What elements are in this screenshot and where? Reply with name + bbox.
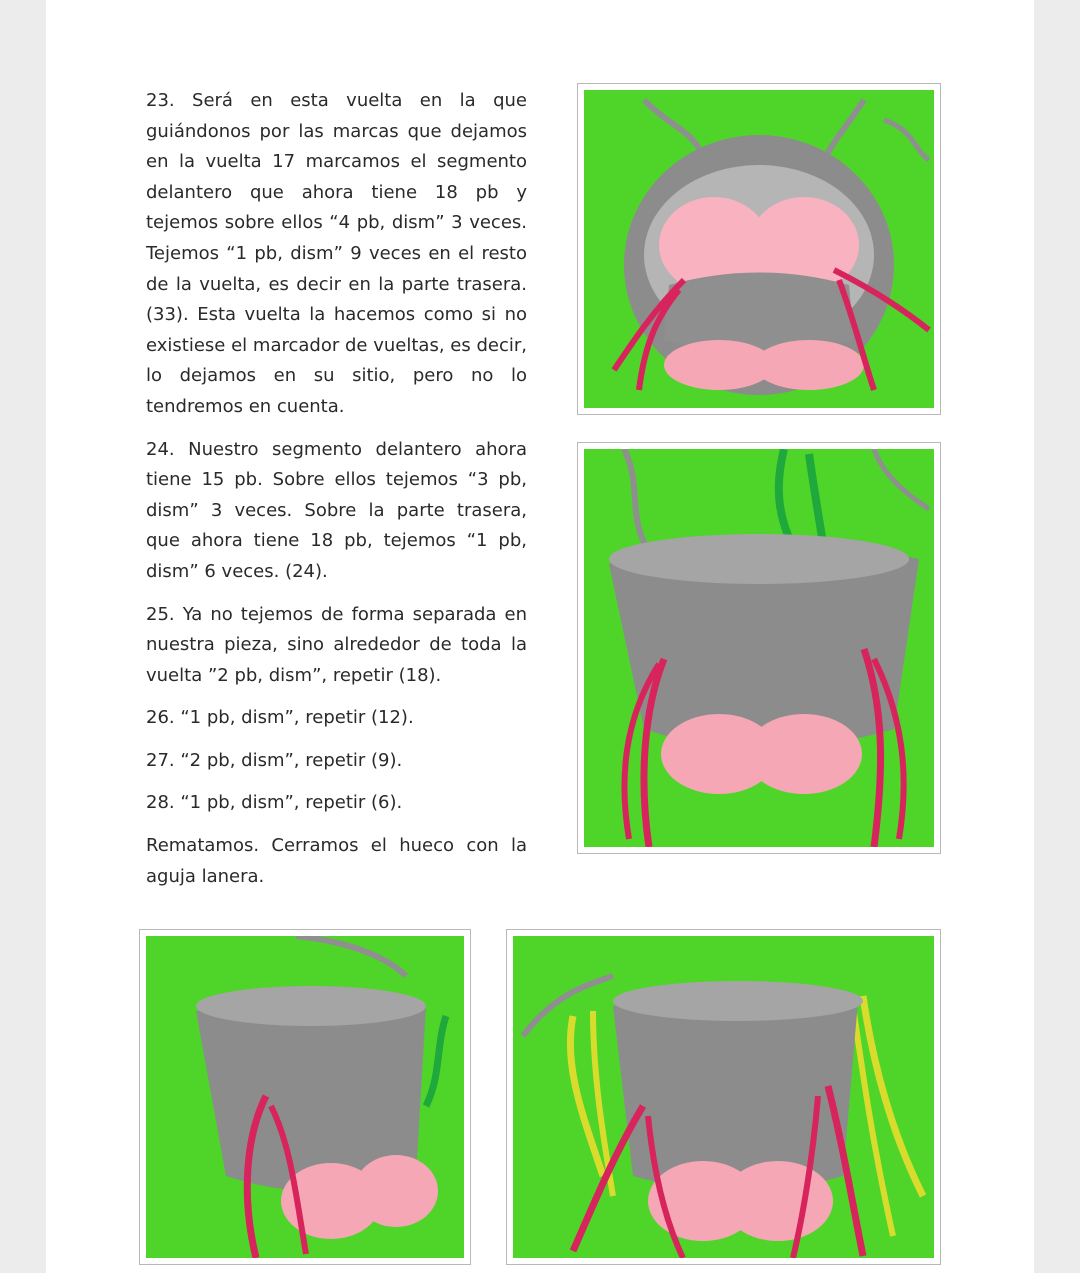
photo-step-24 xyxy=(577,442,941,854)
crochet-photo-front-view xyxy=(584,449,934,847)
step-23: 23. Será en esta vuelta en la que guiándonos por las marcas que dejamos en la vuelta 17 marcamos el segmento delantero que ahora tiene 18 pb y tejemos sobre ellos “4 pb, dism” 3 veces. Tejemos “1 pb, dism” 9 veces en el resto de la vuelta, es decir en la parte trasera. (33). Esta vuelta la hacemos como si no existiese el marcador de vueltas, es decir, lo dejamos en su sitio, pero no lo tendremos en cuenta. xyxy=(146,90,527,417)
crochet-photo-back-view xyxy=(513,936,934,1258)
step-24: 24. Nuestro segmento delantero ahora tiene 15 pb. Sobre ellos tejemos “3 pb, dism” 3 veces. Sobre la parte trasera, que ahora tiene 18 pb, tejemos “1 pb, dism” 6 veces. (24). xyxy=(146,438,527,582)
finishing-note: Rematamos. Cerramos el hueco con la aguja lanera. xyxy=(146,835,527,887)
photo-finished-left xyxy=(139,929,471,1265)
step-25: 25. Ya no tejemos de forma separada en nuestra pieza, sino alrededor de toda la vuelta ”2 pb, dism”, repetir (18). xyxy=(146,603,527,686)
step-26: 26. “1 pb, dism”, repetir (12). xyxy=(146,707,414,729)
step-28: 28. “1 pb, dism”, repetir (6). xyxy=(146,792,403,814)
photo-finished-right xyxy=(506,929,941,1265)
step-27: 27. “2 pb, dism”, repetir (9). xyxy=(146,749,403,771)
crochet-photo-open-top xyxy=(584,90,934,408)
instructions-column xyxy=(146,86,527,904)
photo-step-23 xyxy=(577,83,941,415)
document-page xyxy=(46,0,1034,1273)
crochet-photo-side-view xyxy=(146,936,464,1258)
